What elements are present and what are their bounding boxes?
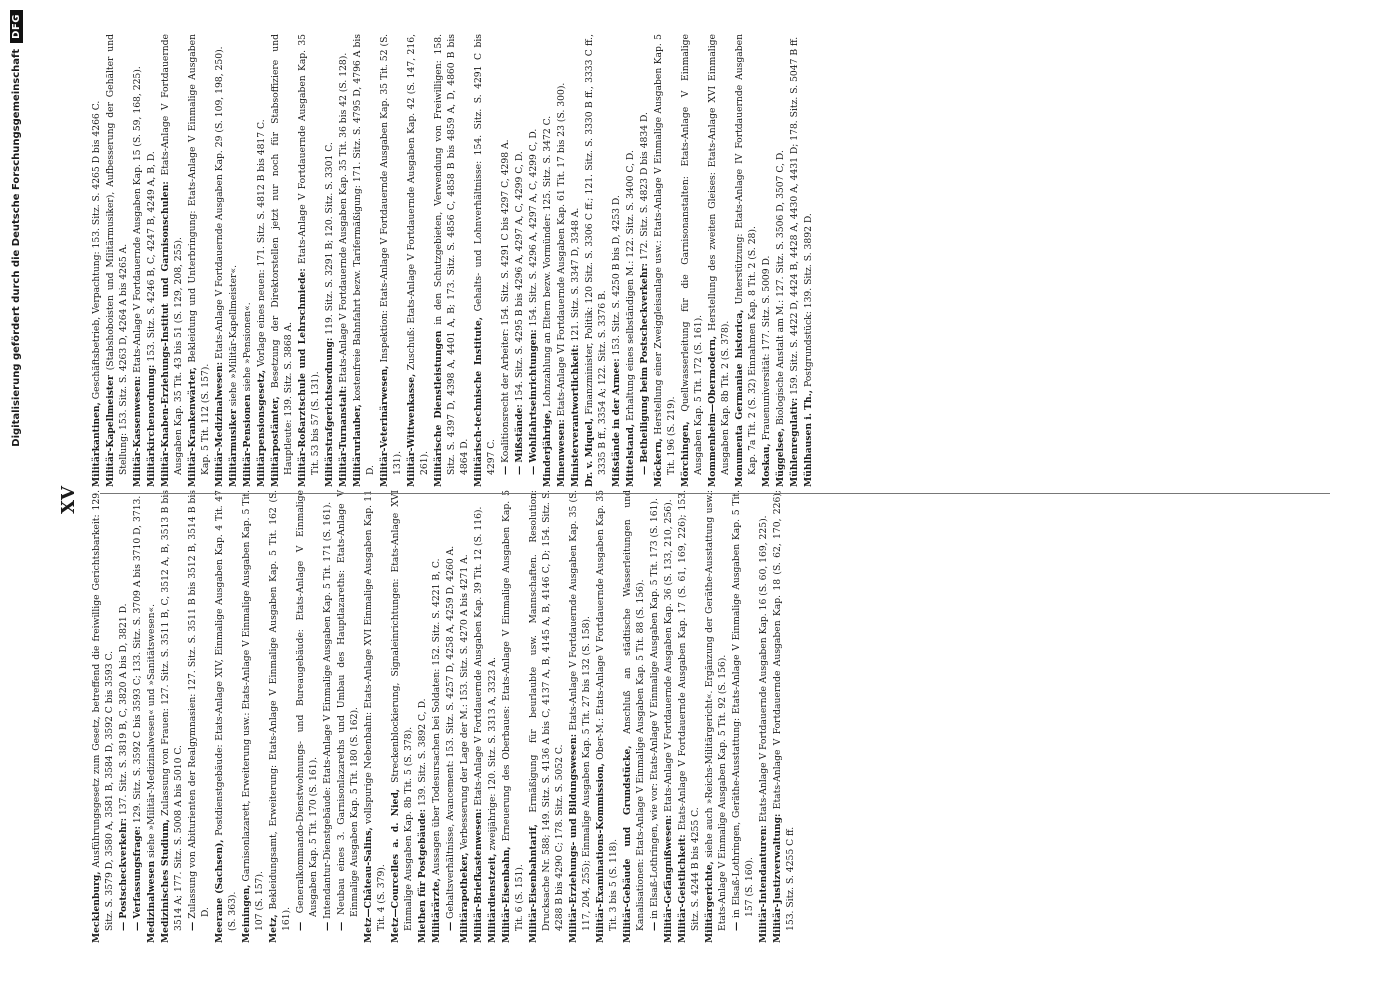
- entry-text: 153. Sitz. S. 4246 B, C, 4247 B, 4249 A, B, D.: [146, 151, 157, 362]
- index-entry: [802, 34, 815, 487]
- index-entry: [771, 490, 797, 943]
- entry-text: Lohnzahlung an Eltern bezw. Vormünder: 125. Sitz. S. 3472 C.: [542, 115, 553, 407]
- entry-heading: Militärpensionsgesetz,: [256, 369, 267, 487]
- entry-heading: Militär-Knaben-Erziehungs-Institut und Garnisonschulen:: [160, 181, 171, 487]
- index-entry: [240, 490, 266, 943]
- index-entry: [432, 34, 471, 487]
- entry-heading: Militärisch-technische Institute,: [473, 316, 484, 487]
- entry-heading: Mißstände in der Armee:: [611, 358, 622, 487]
- index-entry: [733, 34, 759, 487]
- index-entry: [662, 490, 675, 943]
- entry-text: Etats-Anlage V Fortdauernde Ausgaben Kap. 17 (S. 61, 169, 226); 153. Sitz. S. 4244 B bis 4255 C.: [677, 490, 701, 931]
- entry-text: 154. Sitz. S. 4296 A, 4297 A, C, 4299 C, D.: [528, 128, 539, 327]
- entry-heading: Militärpostämter,: [270, 396, 281, 487]
- entry-heading: Militärdienstzeit,: [487, 853, 498, 943]
- entry-heading: Militärärzte,: [431, 878, 442, 943]
- index-entry: [117, 490, 130, 943]
- entry-heading: Militärapotheker,: [459, 852, 470, 943]
- entry-text: Etats-Anlage V Fortdauernde Ausgaben Kap. 35 (S. 117, 204, 255); Einmalige Ausgaben Kap. 5 Tit. 27 bis 132 (S. 158).: [568, 489, 592, 931]
- index-entry: [159, 490, 185, 943]
- index-entry: [104, 34, 130, 487]
- column-divider: [100, 493, 1330, 494]
- index-entry: [583, 34, 609, 487]
- index-entry: [213, 34, 226, 487]
- dfg-logo: DFG: [10, 10, 23, 43]
- entry-heading: Medizinisches Studium,: [160, 819, 171, 943]
- entry-text: zweijährige: 120. Sitz. S. 3313 A, 3323 A.: [487, 657, 498, 851]
- entry-text: Zuschuß: Etats-Anlage V Fortdauernde Ausgaben Kap. 42 (S. 147, 216, 261).: [406, 33, 430, 475]
- index-entry: [652, 34, 678, 487]
- entry-text: siehe »Pensionen«.: [242, 302, 253, 392]
- entry-text: 172. Sitz. S. 4823 D bis 4834 D.: [639, 112, 650, 261]
- index-entry: [430, 490, 443, 943]
- entry-text: Besetzung der Direktorstellen jetzt nur noch für Stabsoffiziere und Hauptleute: 139. Sitz. S. 3868 A.: [270, 33, 294, 475]
- entry-text: Vorlage eines neuen: 171. Sitz. S. 4812 B bis 4817 C.: [256, 119, 267, 367]
- entry-heading: Militär-Eisenbahntarif,: [528, 824, 539, 943]
- entry-text: siehe »Militär-Kapellmeister«.: [228, 265, 239, 407]
- entry-heading: Monumenta Germaniae historica,: [734, 309, 745, 487]
- entry-text: Etats-Anlage V Fortdauernde Ausgaben Kap. 35 Tit. 43 bis 51 (S. 129, 208, 255).: [160, 34, 184, 475]
- entry-heading: —: [187, 921, 198, 931]
- index-entry: [351, 34, 377, 487]
- index-entry: [638, 34, 651, 487]
- entry-text: Etats-Anlage V Fortdauernde Ausgaben Kap. 35 Tit. 53 bis 57 (S. 131).: [297, 33, 321, 475]
- entry-heading: Militär-Veterinärwesen,: [379, 365, 390, 487]
- entry-heading: —: [731, 921, 742, 931]
- entry-heading: Militär-Gefängnißwesen:: [663, 814, 674, 943]
- index-entry: [706, 34, 732, 487]
- entry-text: Anschluß an städtische Wasserleitungen und Kanalisationen: Etats-Anlage V Einmalige Ausgaben Kap. 5 Tit. 88 (S. 156).: [622, 489, 646, 931]
- entry-text: 137. Sitz. S. 3819 B, C, 3820 A bis D, 3821 D.: [118, 603, 129, 816]
- entry-heading: Metz—Château-Salins,: [363, 827, 374, 943]
- entry-text: Geschäftsbetrieb, Verpachtung: 153. Sitz. S. 4265 D bis 4266 C.: [91, 100, 102, 400]
- page-number: XV: [58, 486, 79, 514]
- entry-text: Herstellung des zweiten Gleises: Etats-Anlage XVI Einmalige Ausgaben Kap. 8b Tit. 2 (S. 378).: [707, 34, 731, 475]
- entry-heading: Meerane (Sachsen),: [214, 839, 225, 943]
- entry-text: Ausführungsgesetz zum Gesetz, betreffend die freiwillige Gerichtsbarkeit: 129. Sitz. S. 3579 D, 3580 A, 3581 B, 3584 D, 3592 C bis 3593 C.: [91, 490, 115, 931]
- entry-heading: —: [295, 921, 306, 931]
- entry-text: Verbesserung der Lage der M.: 153. Sitz. S. 4270 A bis 4271 A.: [459, 554, 470, 850]
- index-entry: [513, 34, 526, 487]
- index-entry: [405, 34, 431, 487]
- index-entry: [458, 490, 471, 943]
- index-entry: [527, 490, 566, 943]
- entry-heading: Minenwesen:: [556, 419, 567, 487]
- entry-text: Aussagen über Todesursachen bei Soldaten: 152. Sitz. S. 4221 B, C.: [431, 558, 442, 876]
- index-entry: [335, 490, 361, 943]
- index-entry: [472, 34, 498, 487]
- entry-text: Etats-Anlage V Fortdauernde Ausgaben Kap. 15 (S. 59, 168, 225).: [132, 66, 143, 373]
- entry-heading: Militär-Briefkastenwesen:: [473, 808, 484, 943]
- index-entry: [269, 34, 295, 487]
- entry-heading: — Postscheckverkehr:: [118, 818, 129, 931]
- entry-text: Neubau eines 3. Garnisonlazareths und Umbau des Hauptlazareths: Etats-Anlage V Einmalige Ausgaben Kap. 5 Tit. 180 (S. 162).: [336, 489, 360, 917]
- entry-heading: Militär-Intendanturen:: [758, 825, 769, 943]
- index-entry: [378, 34, 404, 487]
- entry-text: Ermäßigung für beurlaubte usw. Mannschaften. Resolution: Drucksache Nr. 588; 149. Sitz. S. 4136 A bis C, 4137 A, B, 4145 A, B, 4146 C, D; 154. Sitz. S. 4288 B bis 4290 C; 178. Sitz. S. 5052 C.: [528, 490, 565, 931]
- entry-text: Etats-Anlage V Fortdauernde Ausgaben Kap. 36 (S. 133, 210, 256).: [663, 499, 674, 812]
- entry-text: Etats-Anlage V Fortdauernde Ausgaben Kap. 35 Tit. 36 bis 42 (S. 128).: [338, 52, 349, 383]
- entry-text: Streckenblockierung, Signaleinrichtungen: Etats-Anlage XVI Einmalige Ausgaben Kap. 8b Tit. 5 (S. 378).: [390, 490, 414, 931]
- entry-heading: —: [500, 465, 511, 475]
- entry-heading: —: [322, 921, 333, 931]
- entry-text: 154. Sitz. S. 4295 B bis 4296 A, 4297 A, C, 4299 C, D.: [514, 151, 525, 402]
- index-entry: [757, 490, 770, 943]
- index-entry: [186, 490, 212, 943]
- entry-heading: Militär-Pensionen: [242, 394, 253, 487]
- entry-heading: Möckern,: [653, 438, 664, 487]
- entry-heading: Meiningen,: [241, 884, 252, 943]
- entry-text: 121. Sitz. S. 3347 D, 3348 A.: [570, 207, 581, 342]
- entry-text: 139. Sitz. S. 3892 C, D.: [417, 698, 428, 807]
- entry-text: Zulassung von Frauen: 127. Sitz. S. 3511 B, C, 3512 A, B, 3513 B bis 3514 A; 177. Sitz. S. 5008 A bis 5010 C.: [160, 489, 184, 931]
- banner-text: Digitalisierung gefördert durch die Deutsche Forschungsgemeinschaft: [10, 48, 22, 447]
- entry-heading: Militärische Dienstleistungen: [433, 330, 444, 487]
- entry-heading: Militär-Justizverwaltung:: [772, 813, 783, 943]
- index-column-left: [90, 490, 798, 943]
- entry-text: siehe »Militär-Medizinalwesen« und »Sanitätswesen«.: [146, 603, 157, 858]
- entry-heading: — Betheiligung beim Postscheckverkehr:: [639, 263, 650, 475]
- index-entry: [624, 34, 637, 487]
- index-entry: [294, 490, 320, 943]
- entry-text: Zulassung von Abiturienten der Realgymnasien: 127. Sitz. S. 3511 B bis 3512 B, 3514 B bis D.: [187, 489, 211, 919]
- entry-heading: Militär-Kassenwesen:: [132, 375, 143, 487]
- entry-heading: Militär-Kapellmeister: [105, 375, 116, 487]
- entry-heading: Miethen für Postgebäude:: [417, 808, 428, 943]
- entry-text: Generalkommando-Dienstwohnungs- und Bureaugebäude: Etats-Anlage V Einmalige Ausgaben Kap. 5 Tit. 170 (S. 161).: [295, 490, 319, 917]
- entry-heading: Militär-Wittwenkasse,: [406, 373, 417, 487]
- index-entry: [621, 490, 647, 943]
- index-entry: [90, 34, 103, 487]
- entry-text: Postdienstgebäude: Etats-Anlage XIV, Einmalige Ausgaben Kap. 4 Tit. 47 (S. 363).: [214, 490, 238, 931]
- entry-text: in Elsaß-Lothringen, Geräthe-Ausstattung: Etats-Anlage V Einmalige Ausgaben Kap. 5 Tit. 157 (S. 160).: [731, 490, 755, 919]
- index-entry: [486, 490, 499, 943]
- index-entry: [255, 34, 268, 487]
- entry-text: Etats-Anlage V Fortdauernde Ausgaben Kap. 29 (S. 109, 198, 250).: [214, 46, 225, 359]
- entry-text: in Elsaß-Lothringen, wie vor: Etats-Anlage V Einmalige Ausgaben Kap. 5 Tit. 173 (S. 161).: [649, 498, 660, 919]
- entry-heading: Militärurlauber,: [352, 404, 363, 487]
- entry-heading: Metz,: [268, 914, 279, 943]
- entry-heading: Metz—Courcelles a. d. Nied,: [390, 788, 401, 943]
- entry-heading: —: [445, 921, 456, 931]
- index-entry: [337, 34, 350, 487]
- entry-text: Etats-Anlage V Fortdauernde Ausgaben Kap. 18 (S. 62, 170, 226); 153. Sitz. S. 4255 C ff.: [772, 489, 796, 931]
- entry-heading: Militärstrafgerichtsordnung:: [324, 337, 335, 487]
- entry-text: Frauenuniversität: 177. Sitz. S. 5009 D.: [761, 255, 772, 441]
- entry-heading: Militär-Gebäude und Grundstücke,: [622, 745, 633, 943]
- entry-heading: Müggelsee,: [775, 427, 786, 487]
- index-entry: [500, 490, 526, 943]
- entry-text: Biologische Anstalt am M.: 127. Sitz. S. 3506 D, 3507 C, D.: [775, 150, 786, 425]
- index-entry: [323, 34, 336, 487]
- entry-text: Etats-Anlage V Fortdauernde Ausgaben Kap. 16 (S. 60, 169, 225).: [758, 515, 769, 823]
- entry-heading: Mühlenregulativ:: [789, 397, 800, 487]
- index-column-right: [90, 34, 816, 487]
- index-entry: [648, 490, 661, 943]
- entry-heading: Militär-Erziehungs- und Bildungswesen:: [568, 733, 579, 943]
- index-entry: [145, 34, 158, 487]
- entry-text: 129. Sitz. S. 3592 C bis 3593 C; 133. Sitz. S. 3709 A bis 3710 D, 3713.: [132, 495, 143, 824]
- index-entry: [159, 34, 185, 487]
- entry-text: 153. Sitz. S. 4250 B bis D, 4253 D.: [611, 195, 622, 356]
- entry-text: Bekleidung und Unterbringung: Etats-Anlage V Einmalige Ausgaben Kap. 5 Tit. 112 (S. 157).: [187, 34, 211, 475]
- entry-heading: Minderjährige,: [542, 409, 553, 487]
- entry-text: kostenfreie Bahnfahrt bezw. Tarifermäßigung: 171. Sitz. S. 4795 D, 4796 A bis D.: [352, 33, 376, 475]
- entry-heading: Mühlhausen i. Th.,: [803, 389, 814, 487]
- index-entry: [389, 490, 415, 943]
- index-entry: [227, 34, 240, 487]
- entry-text: Quellwasserleitung für die Garnisonanstalten: Etats-Anlage V Einmalige Ausgaben Kap. 5 Tit. 172 (S. 161).: [680, 34, 704, 475]
- index-entry: [416, 490, 429, 943]
- entry-text: Inspektion: Etats-Anlage V Fortdauernde Ausgaben Kap. 35 Tit. 52 (S. 131).: [379, 33, 403, 475]
- entry-text: Postgrundstück: 139. Sitz. S. 3892 D.: [803, 213, 814, 388]
- entry-heading: —: [336, 921, 347, 931]
- entry-heading: — Verfassungsfrage:: [132, 826, 143, 931]
- index-entry: [213, 490, 239, 943]
- entry-text: Unterstützung: Etats-Anlage IV Fortdauernde Ausgaben Kap. 7a Tit. 2 (S. 32) Einnahmen Kap. 8 Tit. 2 (S. 28).: [734, 34, 758, 475]
- entry-text: Etats-Anlage VI Fortdauernde Ausgaben Kap. 61 Tit. 17 bis 23 (S. 300).: [556, 82, 567, 417]
- entry-heading: Militär-Geistlichkeit:: [677, 834, 688, 943]
- entry-heading: Medizinalwesen: [146, 860, 157, 943]
- index-entry: [569, 34, 582, 487]
- index-entry: [472, 490, 485, 943]
- index-entry: [567, 490, 593, 943]
- entry-text: Ober-M.: Etats-Anlage V Fortdauernde Ausgaben Kap. 35 Tit. 3 bis 5 (S. 118).: [595, 490, 619, 931]
- entry-heading: Mörchingen,: [680, 421, 691, 487]
- index-entry: [444, 490, 457, 943]
- index-entry: [296, 34, 322, 487]
- index-entry: [499, 34, 512, 487]
- entry-heading: —: [649, 921, 660, 931]
- entry-heading: Militärmusiker: [228, 409, 239, 487]
- index-entry: [760, 34, 773, 487]
- index-entry: [555, 34, 568, 487]
- entry-heading: — Wohlfahrtseinrichtungen:: [528, 329, 539, 475]
- entry-heading: Ministerverantwortlichkeit:: [570, 344, 581, 487]
- index-entry: [703, 490, 729, 943]
- index-entry: [321, 490, 334, 943]
- entry-text: Erneuerung des Oberbaues: Etats-Anlage V Einmalige Ausgaben Kap. 5 Tit. 6 (S. 151).: [501, 490, 525, 931]
- entry-heading: Mittelstand,: [625, 423, 636, 487]
- entry-heading: Mommenheim—Obermodern,: [707, 335, 718, 487]
- entry-heading: Militärkirchenordnung:: [146, 364, 157, 487]
- index-entry: [610, 34, 623, 487]
- entry-text: Finanzminister, Politik: 120 Sitz. S. 3306 C ff.; 121. Sitz. S. 3330 B ff., 3333 C ff., 3335 B ff., 3354 A; 122. Sitz. S. 3376 B.: [584, 33, 608, 475]
- entry-heading: Mecklenburg,: [91, 871, 102, 943]
- entry-text: Gehalts- und Lohnverhältnisse: 154. Sitz. S. 4291 C bis 4297 C.: [473, 33, 497, 475]
- entry-heading: Militär-Roßarztschule und Lehrschmiede:: [297, 268, 308, 487]
- entry-text: 119. Sitz. S. 3291 B; 120. Sitz. S. 3301 C.: [324, 142, 335, 335]
- index-entry: [145, 490, 158, 943]
- digitization-banner: [0, 0, 32, 1000]
- entry-heading: Moskau,: [761, 443, 772, 487]
- entry-heading: Militär-Medizinalwesen:: [214, 361, 225, 487]
- index-entry: [131, 34, 144, 487]
- entry-text: Erhaltung eines selbständigen M.: 122. Sitz. S. 3400 C, D.: [625, 150, 636, 421]
- entry-text: Herstellung einer Zweiggleisanlage usw.: Etats-Anlage V Einmalige Ausgaben Kap. 5 Tit. 196 (S. 219).: [653, 34, 677, 475]
- entry-heading: Militärkantinen,: [91, 402, 102, 487]
- entry-text: Garnisonlazarett, Erweiterung usw.: Etats-Anlage V Einmalige Ausgaben Kap. 5 Tit. 107 (S. 157).: [241, 490, 265, 931]
- index-entry: [541, 34, 554, 487]
- index-entry: [730, 490, 756, 943]
- index-entry: [594, 490, 620, 943]
- index-entry: [90, 490, 116, 943]
- entry-text: vollspurige Nebenbahn: Etats-Anlage XVI Einmalige Ausgaben Kap. 11 Tit. 4 (S. 379).: [363, 490, 387, 931]
- index-entry: [267, 490, 293, 943]
- entry-heading: Dr. v. Miquel,: [584, 417, 595, 487]
- index-entry: [241, 34, 254, 487]
- index-entry: [131, 490, 144, 943]
- entry-heading: Militärgerichte,: [704, 861, 715, 943]
- entry-text: Gehaltsverhältnisse, Avancement: 153. Sitz. S. 4257 D, 4258 A, 4259 D, 4260 A.: [445, 545, 456, 919]
- entry-text: (Stabshoboisten und Militärmusiker), Aufbesserung der Gehälter und Stellung: 153. Sitz. S. 4263 D, 4264 A bis 4265 A.: [105, 34, 129, 475]
- entry-heading: Militär-Turnanstalt:: [338, 385, 349, 487]
- entry-text: 159. Sitz. S. 4422 D, 4424 B, 4428 A, 4430 A, 4431 D; 178. Sitz. S. 5047 B ff.: [789, 36, 800, 395]
- entry-text: siehe auch »Reichs-Militärgericht«. Ergänzung der Geräthe-Ausstattung usw.: Etats-Anlage V Einmalige Ausgaben Kap. 5 Tit. 92 (S. 156).: [704, 490, 728, 931]
- index-entry: [774, 34, 787, 487]
- entry-text: Koalitionsrecht der Arbeiter: 154. Sitz. S. 4291 C bis 4297 C, 4298 A.: [500, 139, 511, 463]
- index-entry: [676, 490, 702, 943]
- index-entry: [679, 34, 705, 487]
- entry-heading: Militär-Krankenwärter,: [187, 366, 198, 487]
- index-entry: [527, 34, 540, 487]
- entry-text: in den Schutzgebieten, Verwendung von Freiwilligen: 158. Sitz. S. 4397 D, 4398 A, 4401 A, B; 173. Sitz. S. 4856 C, 4858 B bis 4859 A, D, 4860 B bis 4864 D.: [433, 34, 470, 475]
- index-entry: [788, 34, 801, 487]
- entry-text: Bekleidungsamt, Erweiterung: Etats-Anlage V Einmalige Ausgaben Kap. 5 Tit. 162 (S. 161).: [268, 490, 292, 931]
- entry-heading: — Mißstände:: [514, 404, 525, 475]
- entry-heading: Militär-Examinations-Kommission,: [595, 763, 606, 943]
- entry-heading: Militär-Eisenbahn,: [501, 846, 512, 943]
- index-entry: [362, 490, 388, 943]
- entry-text: Intendantur-Dienstgebäude: Etats-Anlage V Einmalige Ausgaben Kap. 5 Tit. 171 (S. 161).: [322, 501, 333, 919]
- entry-text: Etats-Anlage V Fortdauernde Ausgaben Kap. 39 Tit. 12 (S. 116).: [473, 506, 484, 806]
- index-entry: [186, 34, 212, 487]
